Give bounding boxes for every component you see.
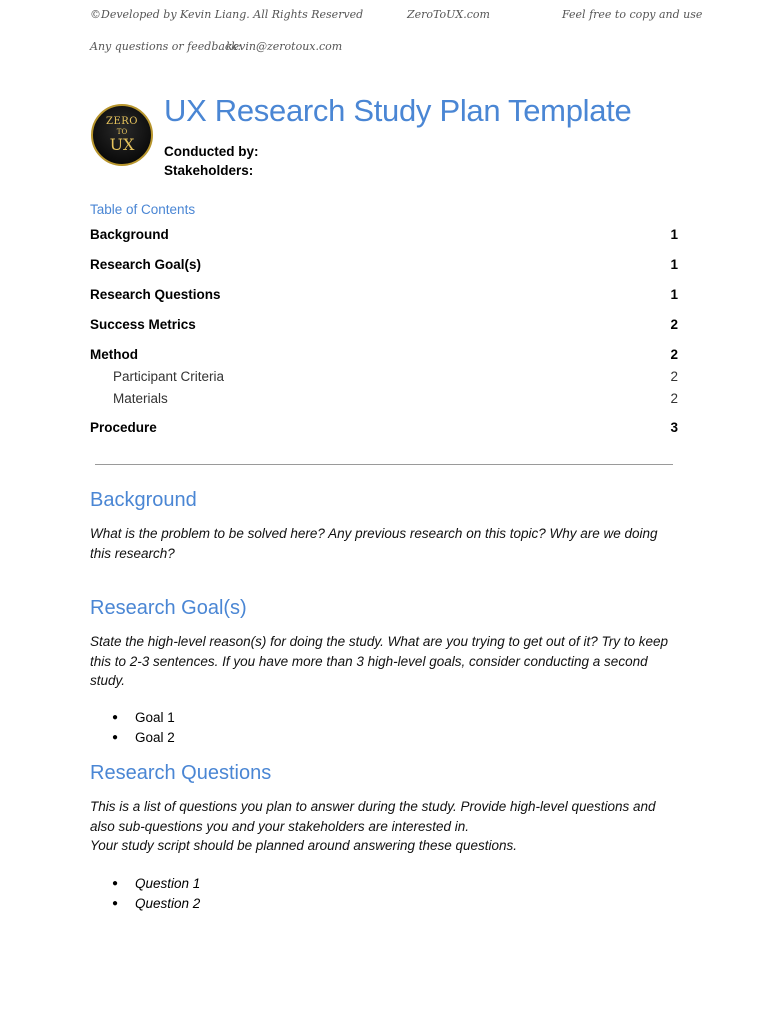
list-item — [90, 874, 200, 894]
toc-entry-label: Research Questions — [90, 287, 221, 302]
research-goals-heading: Research Goal(s) — [90, 597, 247, 619]
toc-page-number: 1 — [670, 287, 678, 302]
toc-heading: Table of Contents — [90, 202, 196, 217]
license-note: Feel free to copy and use — [562, 8, 703, 21]
toc-entry-label: Procedure — [90, 420, 157, 435]
toc-entry-label: Success Metrics — [90, 317, 196, 332]
list-item — [90, 728, 175, 748]
toc-entry-procedure[interactable] — [90, 420, 678, 435]
toc-page-number: 1 — [670, 257, 678, 272]
toc-entry-label: Participant Criteria — [113, 369, 225, 384]
toc-entry-participant-criteria[interactable] — [90, 369, 678, 384]
toc-entry-label: Materials — [113, 391, 168, 406]
toc-entry-success-metrics[interactable] — [90, 317, 678, 332]
toc-entry-research-goals[interactable] — [90, 257, 678, 272]
site-link[interactable]: ZeroToUX.com — [407, 8, 490, 21]
toc-entry-materials[interactable] — [90, 391, 678, 406]
document-title: UX Research Study Plan Template — [164, 93, 632, 128]
research-goals-text: State the high-level reason(s) for doing the study. What are you trying to get out of it? Try to keep this to 2-3 sentences. If you have more than 3 high-level goals, consider conducting a second study. — [90, 634, 669, 688]
goals-list — [90, 708, 175, 748]
list-item — [90, 708, 175, 728]
stakeholders-label: Stakeholders: — [164, 163, 254, 178]
research-questions-heading: Research Questions — [90, 762, 272, 784]
zero-to-ux-logo — [91, 104, 153, 166]
toc-entry-label: Background — [90, 227, 169, 242]
background-heading: Background — [90, 489, 197, 511]
toc-page-number: 2 — [670, 347, 678, 362]
toc-page-number: 1 — [670, 227, 678, 242]
toc-entry-background[interactable] — [90, 227, 678, 242]
goal-label: Goal 1 — [135, 710, 175, 725]
toc-page-number: 2 — [670, 317, 678, 332]
logo-text-to: TO — [116, 128, 128, 136]
question-label: Question 1 — [135, 876, 201, 891]
toc-page-number: 2 — [670, 369, 678, 384]
goal-label: Goal 2 — [135, 730, 175, 745]
toc-entry-label: Method — [90, 347, 138, 362]
research-questions-text: This is a list of questions you plan to answer during the study. Provide high-level questions and also sub-questions you and your stakeholders are interested in. — [90, 799, 656, 834]
toc-entry-research-questions[interactable] — [90, 287, 678, 302]
toc-page-number: 2 — [670, 391, 678, 406]
questions-list — [90, 874, 200, 914]
question-label: Question 2 — [135, 896, 201, 911]
research-questions-note: Your study script should be planned around answering these questions. — [90, 838, 518, 853]
toc-entry-method[interactable] — [90, 347, 678, 362]
toc-page-number: 3 — [670, 420, 678, 435]
logo-text-ux: UX — [109, 135, 135, 154]
conducted-by-label: Conducted by: — [164, 144, 259, 159]
horizontal-divider — [95, 464, 673, 465]
logo-text-zero: ZERO — [106, 116, 138, 127]
contact-email-link[interactable]: kevin@zerotoux.com — [226, 40, 343, 53]
copyright-notice: ©Developed by Kevin Liang. All Rights Reserved — [90, 8, 364, 21]
contact-label: Any questions or feedback: — [90, 40, 242, 53]
toc-entry-label: Research Goal(s) — [90, 257, 202, 272]
background-text: What is the problem to be solved here? Any previous research on this topic? Why are we doing this research? — [90, 526, 658, 561]
list-item — [90, 894, 200, 914]
